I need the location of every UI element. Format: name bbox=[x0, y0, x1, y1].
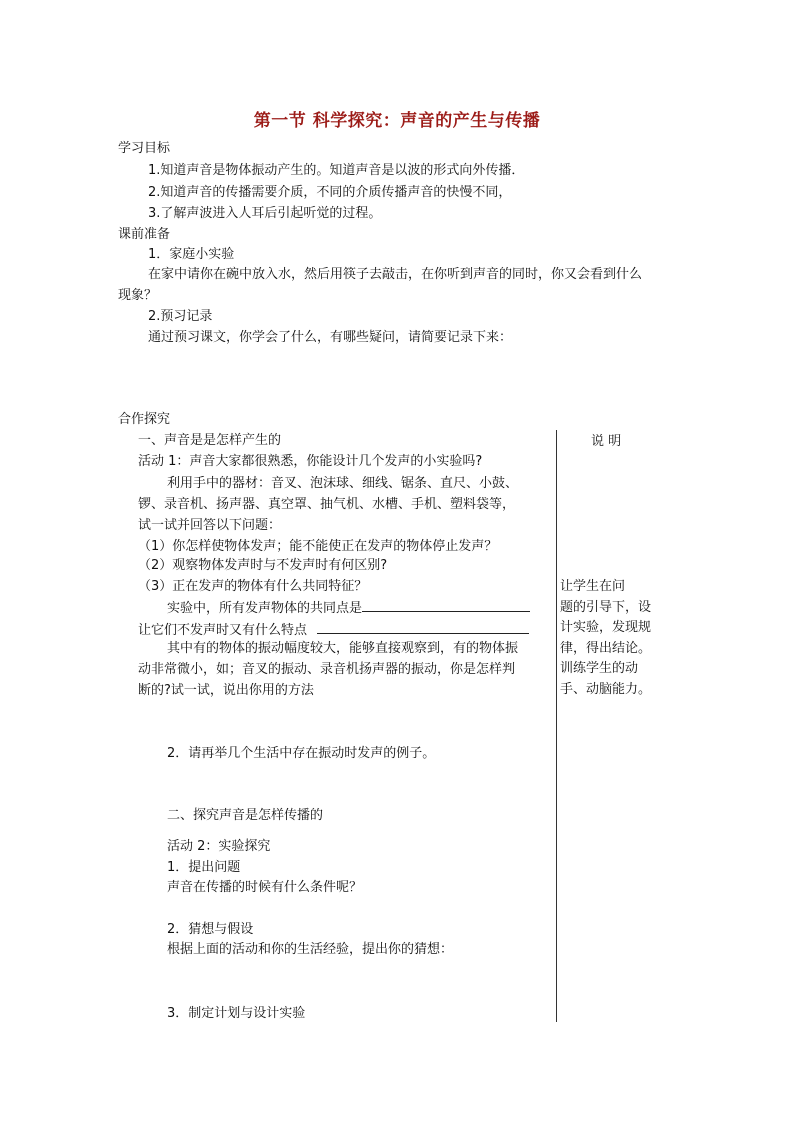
note-line: 让学生在问 bbox=[560, 579, 626, 594]
materials-line-2: 锣、录音机、扬声器、真空罩、抽气机、水槽、手机、塑料袋等， bbox=[138, 497, 516, 512]
objectives-heading: 学习目标 bbox=[118, 141, 171, 156]
question-2: （2）观察物体发声时与不发声时有何区别? bbox=[138, 558, 388, 573]
step2-text: 根据上面的活动和你的生活经验，提出你的猜想： bbox=[167, 942, 454, 957]
note-line: 手、动脑能力。 bbox=[560, 681, 652, 697]
fill-line-1 bbox=[167, 599, 530, 618]
prep-item2-text: 通过预习课文，你学会了什么，有哪些疑问，请简要记录下来： bbox=[148, 330, 513, 345]
prep-item1-text: 在家中请你在碗中放入水，然后用筷子去敲击，在你听到声音的同时，你又会看到什么 bbox=[148, 267, 643, 282]
prep-item1-text-cont: 现象？ bbox=[118, 288, 158, 303]
prep-item2-title: 2.预习记录 bbox=[148, 309, 213, 324]
paragraph-line-2: 动非常微小，如；音叉的振动、录音机扬声器的振动，你是怎样判 bbox=[138, 662, 516, 677]
step1-text: 声音在传播的时候有什么条件呢？ bbox=[167, 880, 363, 895]
question-1: （1）你怎样使物体发声；能不能使正在发声的物体停止发声？ bbox=[138, 539, 498, 554]
step2-title: 2．猜想与假设 bbox=[167, 922, 254, 937]
column-divider bbox=[556, 430, 557, 1022]
answer-blank-1[interactable] bbox=[362, 599, 530, 612]
prep-heading: 课前准备 bbox=[118, 227, 171, 242]
paragraph-line-3: 断的?试一试，说出你用的方法 bbox=[138, 683, 314, 698]
activity2: 活动 2：实验探究 bbox=[167, 839, 271, 854]
step1-title: 1．提出问题 bbox=[167, 860, 241, 875]
activity1: 活动 1：声音大家都很熟悉，你能设计几个发声的小实验吗? bbox=[138, 454, 483, 469]
prep-item1-title: 1．家庭小实验 bbox=[148, 247, 235, 262]
note-line: 律，得出结论。 bbox=[560, 640, 652, 656]
fill-line-2 bbox=[138, 621, 529, 640]
note-heading: 说 明 bbox=[591, 434, 622, 449]
question-3: （3）正在发声的物体有什么共同特征？ bbox=[138, 579, 368, 594]
section2-title: 二、探究声音是怎样传播的 bbox=[167, 808, 324, 823]
note-line: 题的引导下，设 bbox=[560, 599, 652, 615]
fill-prompt-2: 让它们不发声时又有什么特点 bbox=[138, 623, 308, 638]
paragraph-line-1: 其中有的物体的振动幅度较大，能够直接观察到，有的物体振 bbox=[167, 641, 519, 656]
step3-title: 3．制定计划与设计实验 bbox=[167, 1006, 306, 1021]
objective-2: 2.知道声音的传播需要介质，不同的介质传播声音的快慢不同， bbox=[148, 185, 512, 200]
objective-3: 3.了解声波进入人耳后引起听觉的过程。 bbox=[148, 206, 382, 221]
note-line: 计实验，发现规 bbox=[560, 620, 652, 635]
objective-1: 1.知道声音是物体振动产生的。知道声音是以波的形式向外传播． bbox=[148, 163, 525, 178]
coop-heading: 合作探究 bbox=[118, 412, 171, 427]
materials-line-1: 利用手中的器材：音叉、泡沫球、细线、锯条、直尺、小鼓、 bbox=[167, 476, 519, 491]
materials-line-3: 试一试并回答以下问题： bbox=[138, 518, 282, 533]
item2-prompt: 2．请再举几个生活中存在振动时发声的例子。 bbox=[167, 746, 436, 761]
fill-prompt-1: 实验中，所有发声物体的共同点是 bbox=[167, 601, 363, 616]
note-line: 训练学生的动 bbox=[560, 661, 639, 676]
answer-blank-2[interactable] bbox=[317, 621, 529, 634]
page-title: 第一节 科学探究：声音的产生与传播 bbox=[253, 111, 541, 131]
section1-title: 一、声音是是怎样产生的 bbox=[138, 433, 282, 448]
teacher-note bbox=[560, 577, 664, 700]
